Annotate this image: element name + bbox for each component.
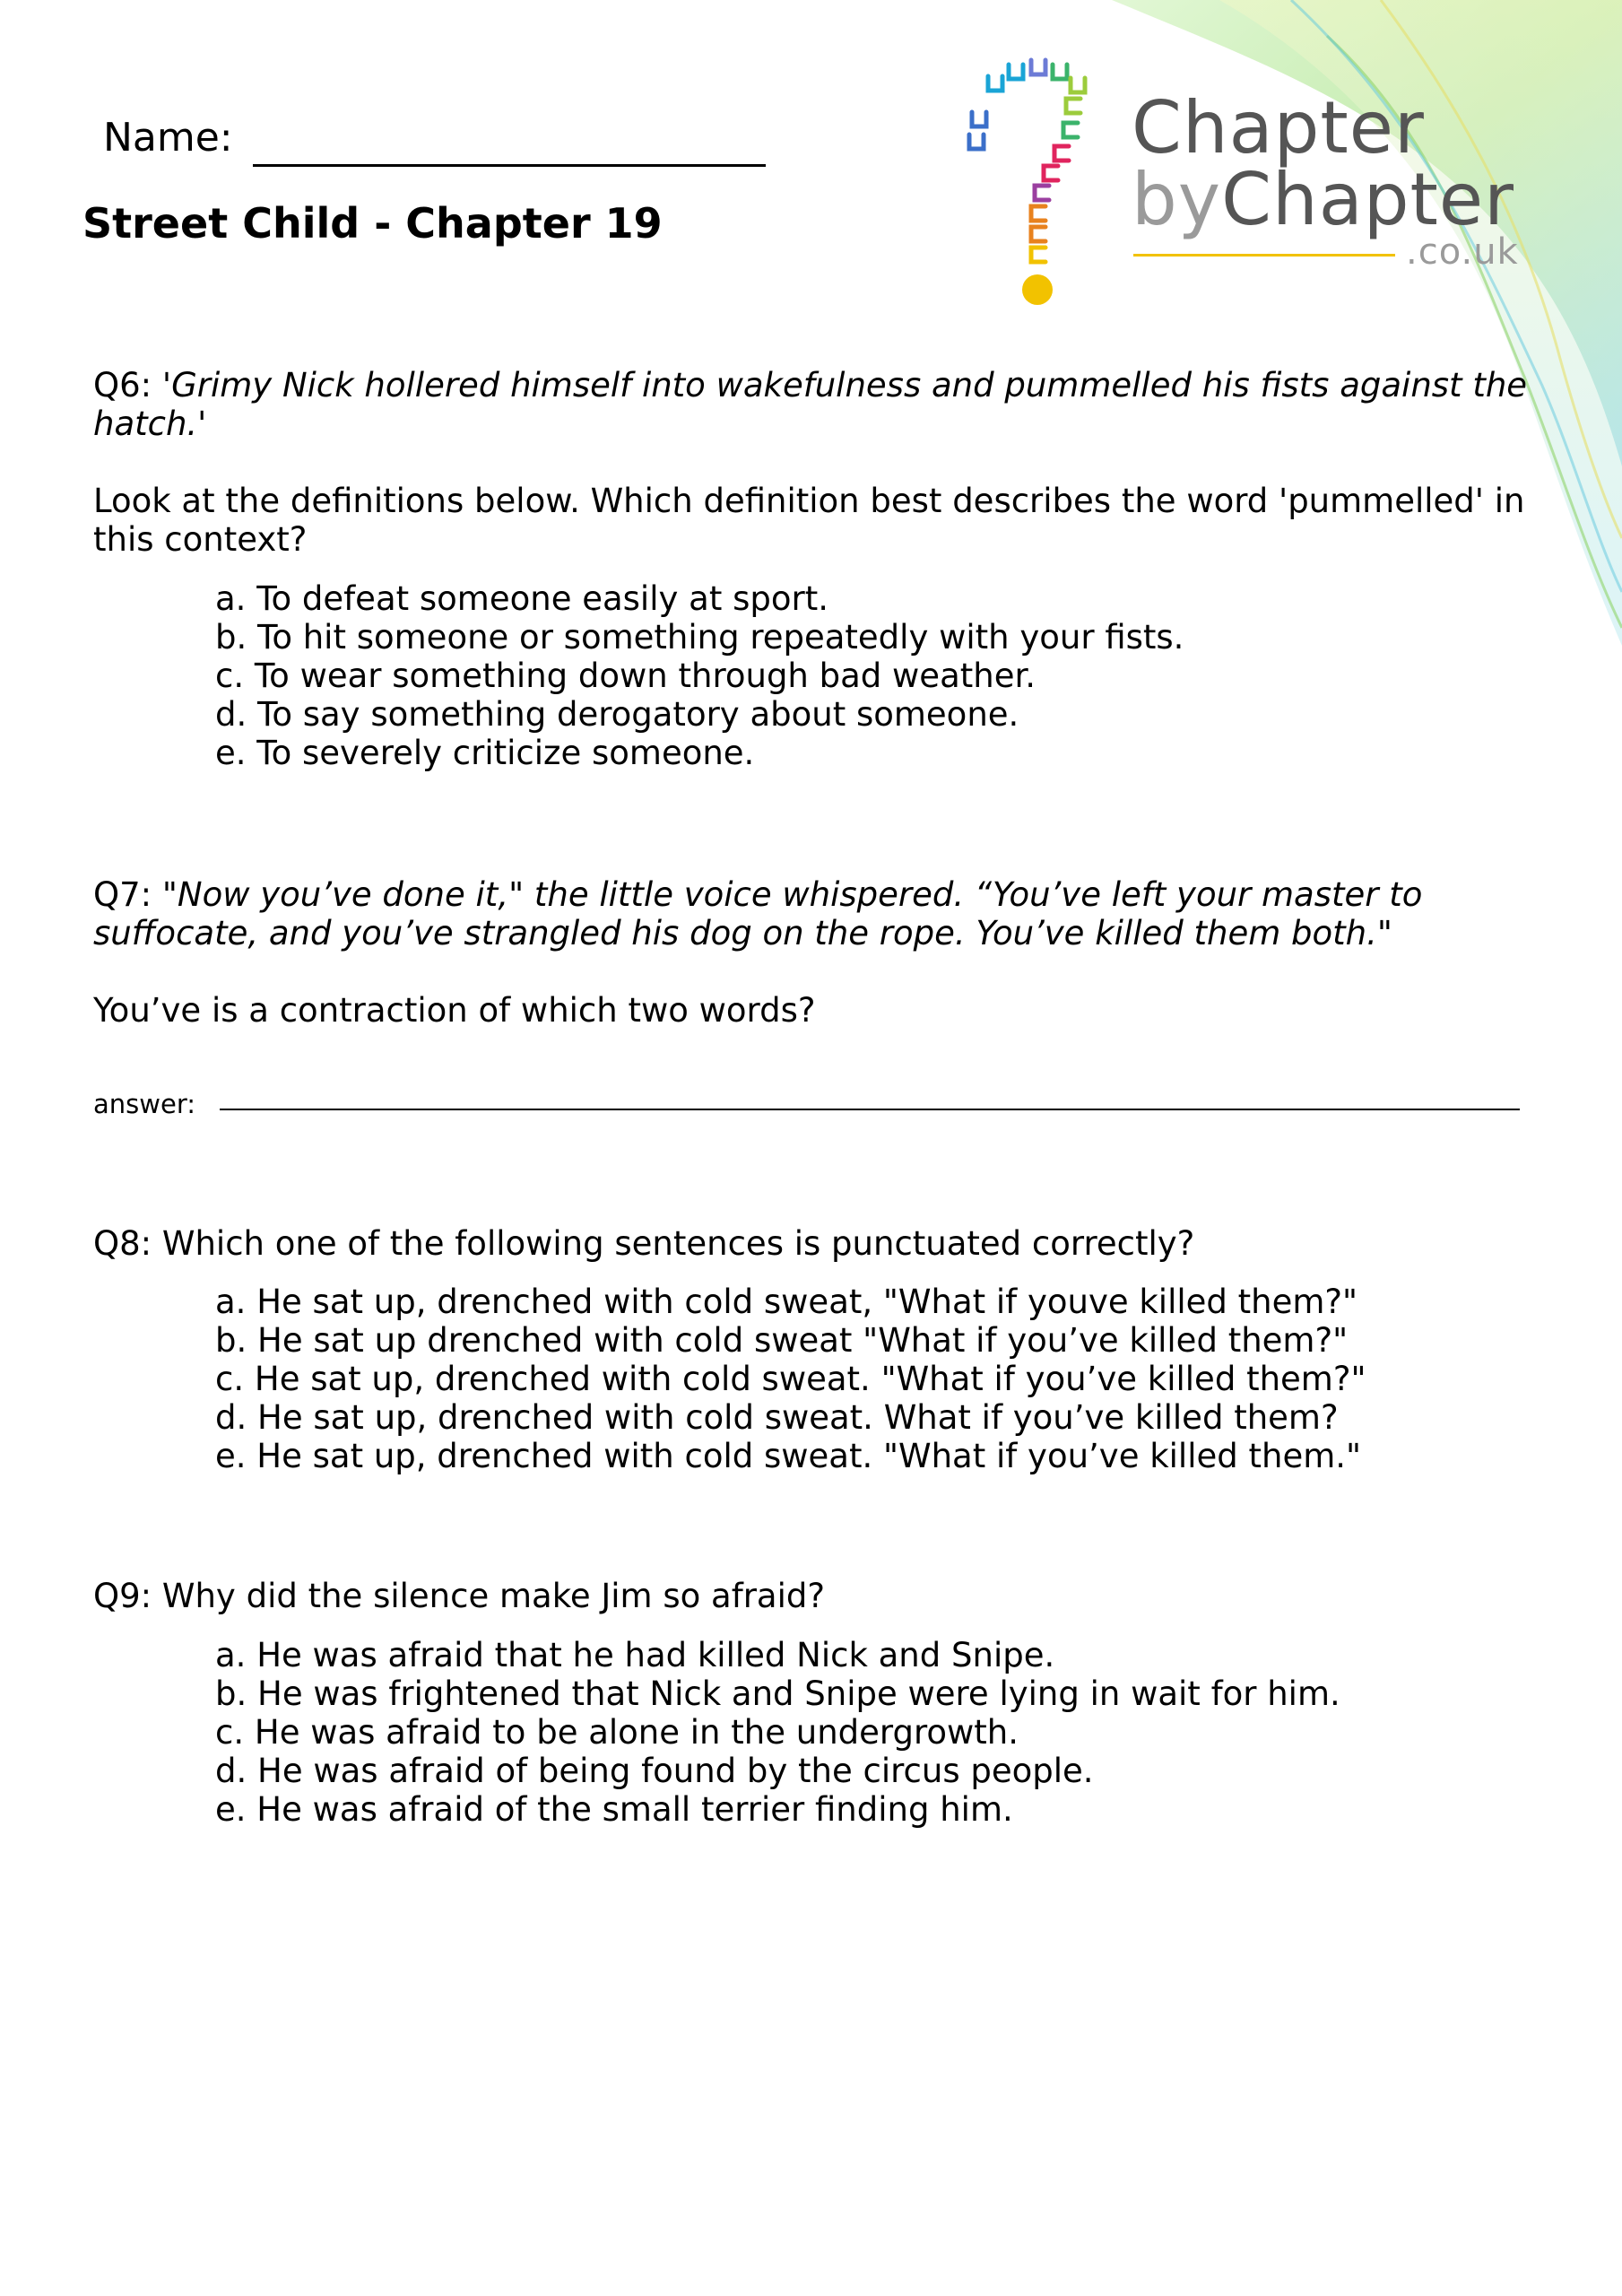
name-label: Name: [103, 115, 233, 161]
q6-option-e[interactable]: e. To severely criticize someone. [215, 734, 755, 772]
q9-prompt: Q9: Why did the silence make Jim so afraid? [93, 1577, 826, 1615]
q8-options [215, 1283, 1366, 1475]
q6-quote: Q6: 'Grimy Nick hollered himself into wakefulness and pummelled his fists against the hatch.' [93, 366, 1528, 443]
q8-option-c[interactable]: c. He sat up, drenched with cold sweat. "What if you’ve killed them?" [215, 1360, 1366, 1398]
q7-answer-field[interactable] [220, 1109, 1520, 1110]
logo-domain: .co.uk [1406, 231, 1519, 273]
q6-options [215, 579, 1184, 772]
q9-option-e[interactable]: e. He was afraid of the small terrier finding him. [215, 1790, 1013, 1829]
logo-wordmark-by-chapter: byChapter [1132, 158, 1514, 241]
q8-option-a[interactable]: a. He sat up, drenched with cold sweat, "What if youve killed them?" [215, 1283, 1358, 1321]
q8-option-b[interactable]: b. He sat up drenched with cold sweat "What if you’ve killed them?" [215, 1321, 1349, 1360]
q8-option-e[interactable]: e. He sat up, drenched with cold sweat. "What if you’ve killed them." [215, 1437, 1362, 1475]
name-field[interactable] [253, 164, 766, 167]
q7-prompt: You’ve is a contraction of which two words? [93, 991, 816, 1030]
q6-option-b[interactable]: b. To hit someone or something repeatedly with your fists. [215, 618, 1184, 657]
logo-wordmark-chapter: Chapter [1132, 86, 1425, 170]
q9-option-d[interactable]: d. He was afraid of being found by the circus people. [215, 1752, 1094, 1790]
q9-option-b[interactable]: b. He was frightened that Nick and Snipe were lying in wait for him. [215, 1674, 1340, 1713]
q6-option-d[interactable]: d. To say something derogatory about someone. [215, 695, 1019, 734]
q8-option-d[interactable]: d. He sat up, drenched with cold sweat. What if you’ve killed them? [215, 1398, 1339, 1437]
q9-options [215, 1636, 1340, 1829]
q7-answer-label: answer: [93, 1089, 196, 1119]
q8-prompt: Q8: Which one of the following sentences is punctuated correctly? [93, 1224, 1195, 1263]
logo-underline [1133, 254, 1395, 257]
logo-question-mark-icon [959, 49, 1139, 314]
q9-option-a[interactable]: a. He was afraid that he had killed Nick and Snipe. [215, 1636, 1055, 1674]
q7-quote: Q7: "Now you’ve done it," the little voice whispered. “You’ve left your master to suffocate, and you’ve strangled his dog on the rope. You’ve killed them both." [93, 875, 1423, 952]
q6-prompt: Look at the definitions below. Which definition best describes the word 'pummelled' in this context? [93, 482, 1525, 559]
q6-option-a[interactable]: a. To defeat someone easily at sport. [215, 579, 828, 618]
q6-option-c[interactable]: c. To wear something down through bad weather. [215, 657, 1037, 695]
worksheet-title: Street Child - Chapter 19 [82, 199, 663, 248]
q9-option-c[interactable]: c. He was afraid to be alone in the undergrowth. [215, 1713, 1019, 1752]
